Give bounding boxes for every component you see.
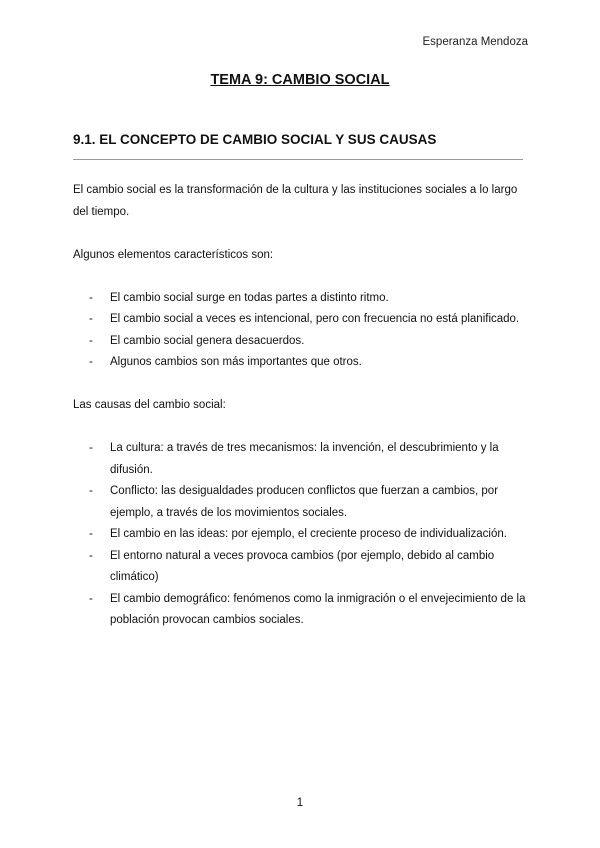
- list-item-text: El entorno natural a veces provoca cambios (por ejemplo, debido al cambio climático): [110, 549, 495, 583]
- dash-marker: -: [89, 334, 93, 347]
- spacer: [73, 374, 533, 396]
- section-divider: [73, 159, 523, 160]
- list-item-text: El cambio en las ideas: por ejemplo, el creciente proceso de individualización.: [110, 528, 507, 540]
- elements-list: [73, 288, 533, 374]
- document-body: [73, 180, 533, 632]
- author-name: Esperanza Mendoza: [422, 36, 528, 48]
- spacer: [73, 266, 533, 288]
- dash-marker: -: [89, 592, 93, 605]
- list-item: [73, 309, 533, 331]
- list-item: [73, 589, 533, 632]
- dash-marker: -: [89, 291, 93, 304]
- list-item: [73, 331, 533, 353]
- elements-intro: Algunos elementos característicos son:: [73, 248, 274, 261]
- dash-marker: -: [89, 485, 93, 497]
- list-item: [73, 481, 533, 524]
- spacer: [73, 223, 533, 245]
- dash-marker: -: [89, 313, 93, 325]
- list-item-text: El cambio social a veces es intencional, pero con frecuencia no está planificado.: [110, 313, 520, 325]
- list-item-text: Conflicto: las desigualdades producen conflictos que fuerzan a cambios, por ejemplo, a través de los movimientos sociales.: [110, 485, 499, 519]
- intro-paragraph: El cambio social es la transformación de la cultura y las instituciones sociales a lo largo del tiempo.: [73, 184, 518, 218]
- list-item-text: Algunos cambios son más importantes que otros.: [110, 356, 362, 368]
- page-title: TEMA 9: CAMBIO SOCIAL: [210, 72, 390, 88]
- list-item-text: El cambio social genera desacuerdos.: [110, 334, 305, 347]
- list-item: [73, 546, 533, 589]
- list-item: [73, 524, 533, 546]
- causes-intro: Las causas del cambio social:: [73, 399, 226, 411]
- list-item-text: El cambio social surge en todas partes a distinto ritmo.: [110, 291, 389, 304]
- spacer: [73, 417, 533, 439]
- section-heading: 9.1. EL CONCEPTO DE CAMBIO SOCIAL Y SUS CAUSAS: [73, 132, 437, 147]
- dash-marker: -: [89, 549, 93, 562]
- dash-marker: -: [89, 356, 93, 368]
- list-item: [73, 352, 533, 374]
- page-number: 1: [296, 797, 304, 809]
- dash-marker: -: [89, 528, 93, 540]
- list-item-text: El cambio demográfico: fenómenos como la inmigración o el envejecimiento de la población provocan cambios sociales.: [110, 592, 526, 626]
- list-item: [73, 288, 533, 310]
- list-item-text: La cultura: a través de tres mecanismos: la invención, el descubrimiento y la difusión.: [110, 442, 499, 476]
- list-item: [73, 438, 533, 481]
- dash-marker: -: [89, 442, 93, 454]
- causes-list: [73, 438, 533, 632]
